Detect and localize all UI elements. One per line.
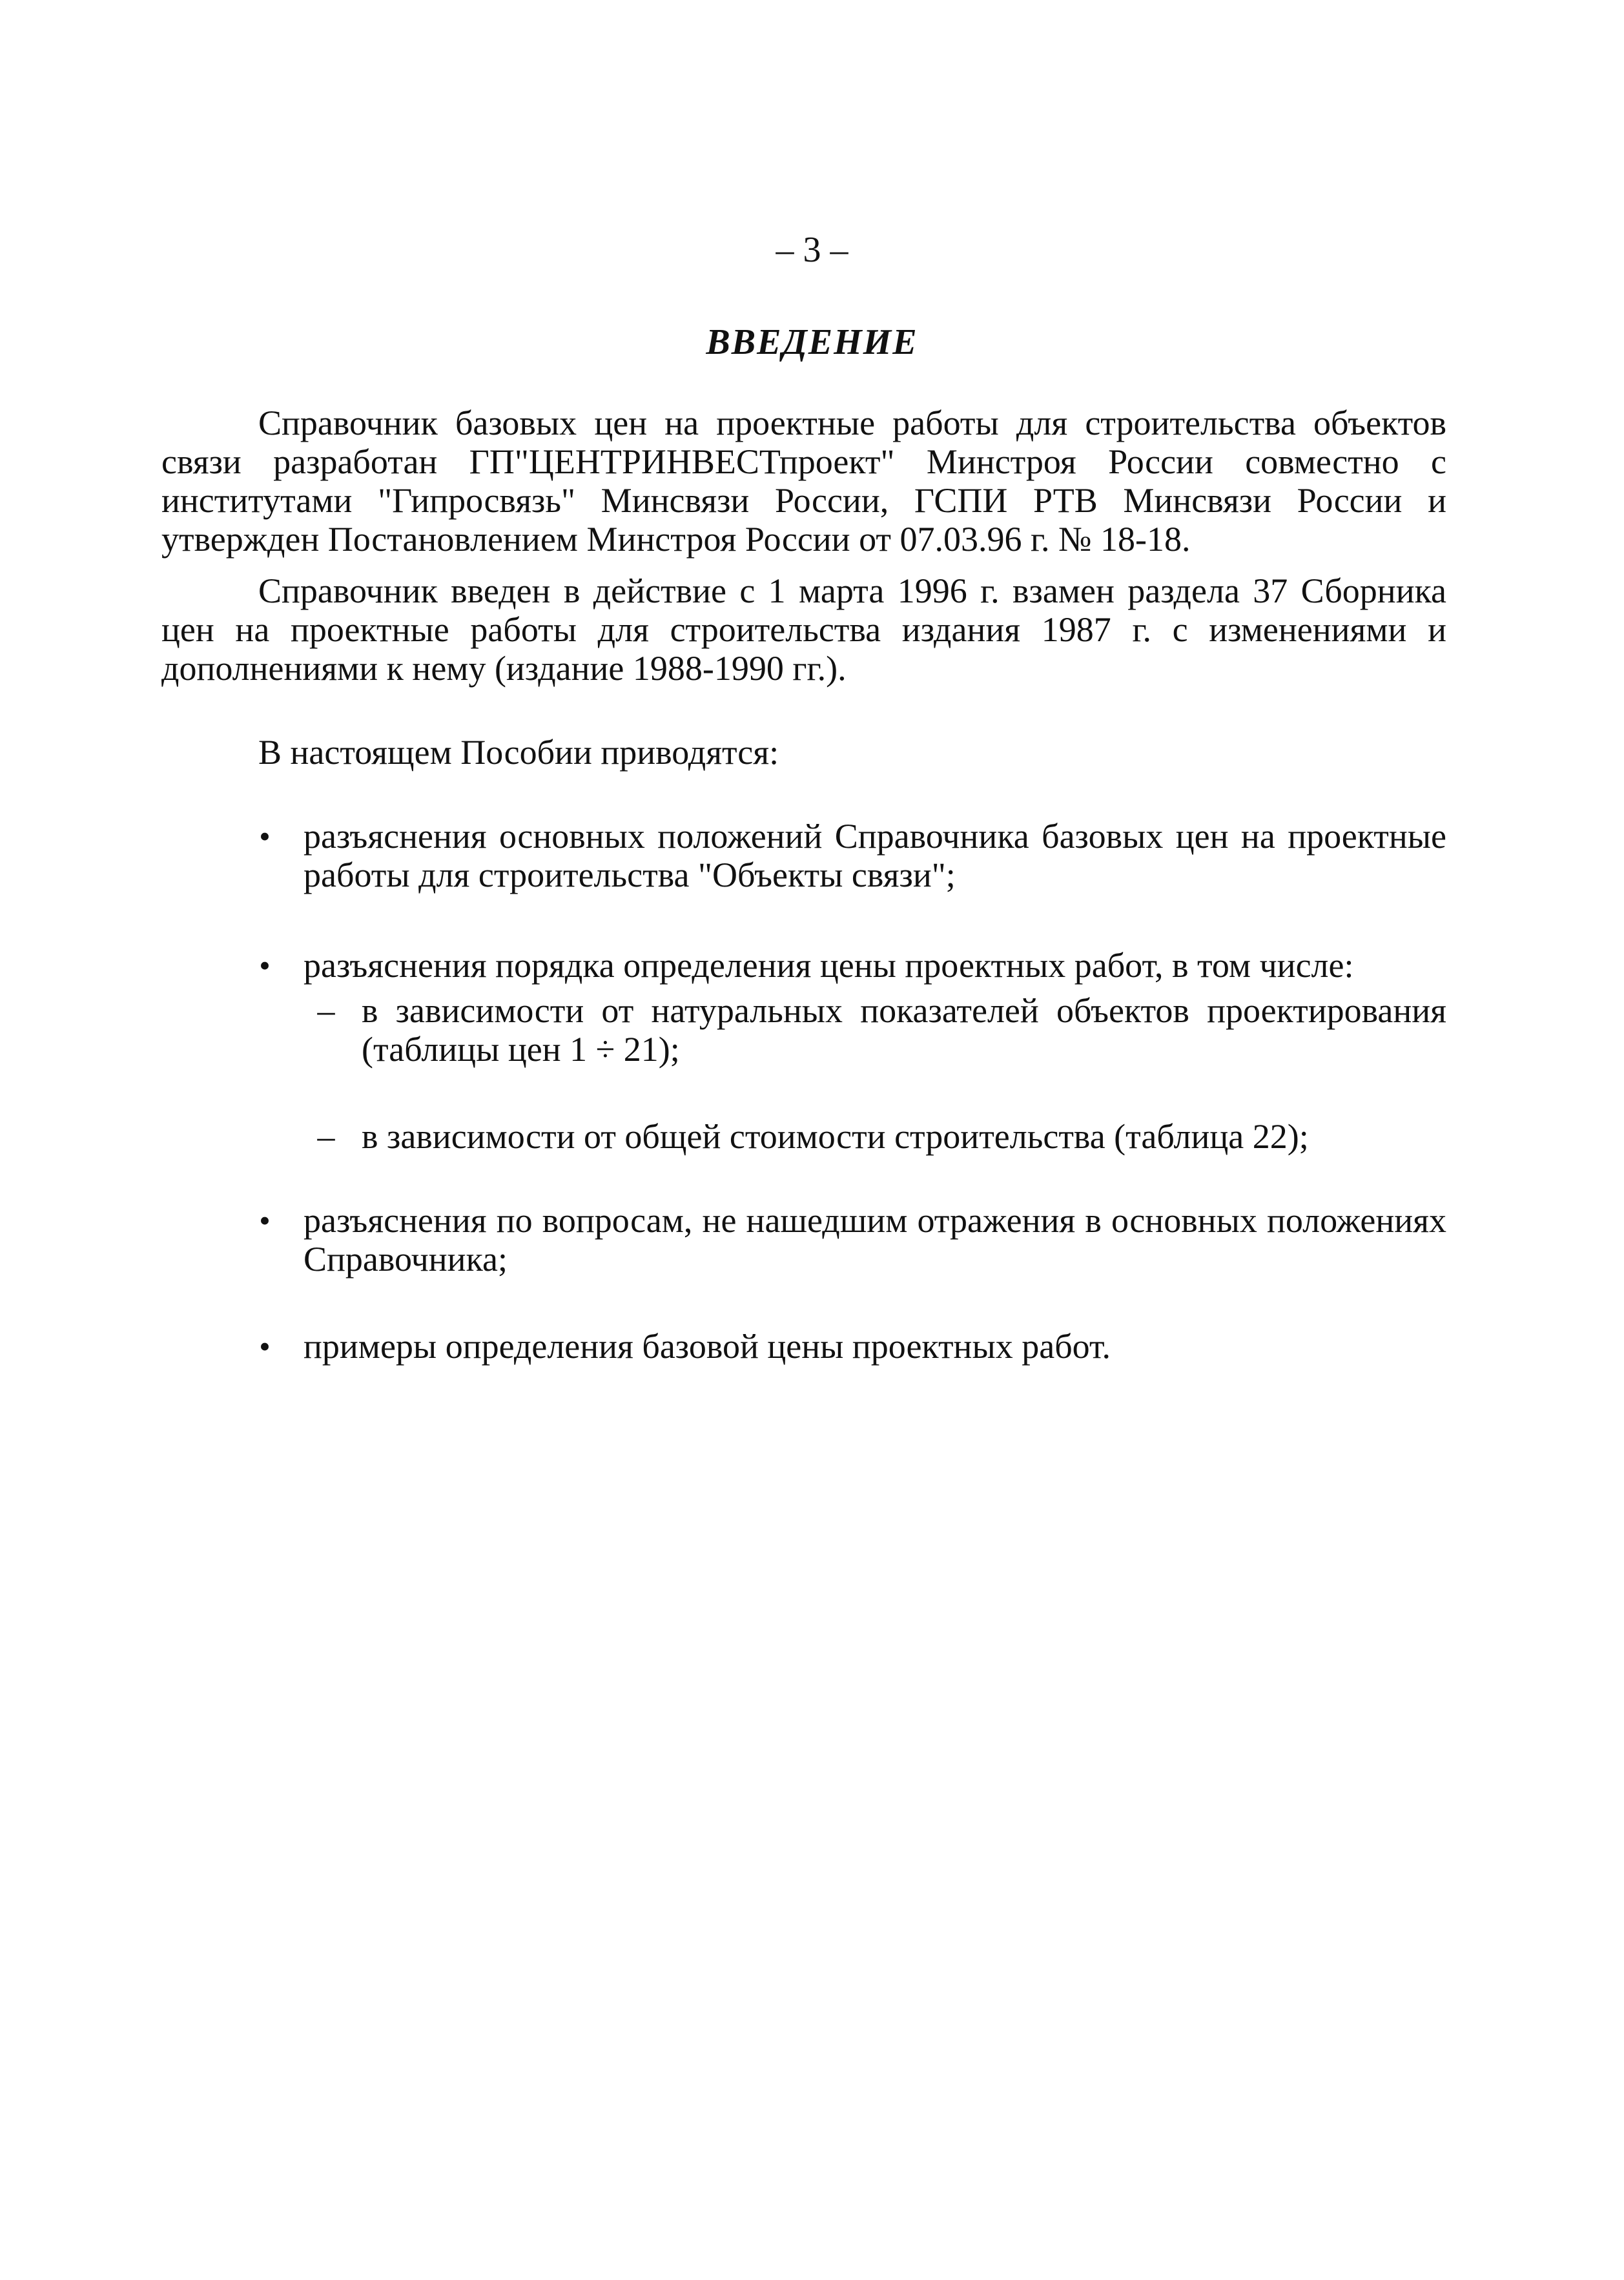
list-item bbox=[259, 1201, 1446, 1279]
bullet-icon: • bbox=[259, 818, 271, 854]
list-item-text: разъяснения по вопросам, не нашедшим отражения в основных положениях Справочника; bbox=[303, 1201, 1446, 1279]
paragraph-effective-date: Справочник введен в действие с 1 марта 1996 г. взамен раздела 37 Сборника цен на проектные работы для строительства издания 1987 г. с изменениями и дополнениями к нему (издание 1988-1990 гг.). bbox=[161, 571, 1446, 688]
bullet-icon: • bbox=[259, 1328, 271, 1364]
page-title: ВВЕДЕНИЕ bbox=[706, 322, 918, 362]
dash-icon: – bbox=[317, 991, 335, 1030]
list-item bbox=[259, 946, 1446, 985]
sub-list-item-text: в зависимости от общей стоимости строительства (таблица 22); bbox=[362, 1117, 1309, 1156]
paragraph-intro: Справочник базовых цен на проектные работы для строительства объектов связи разработан ГП"ЦЕНТРИНВЕСТпроект" Минстроя России совместно с институтами "Гипросвязь" Минсвязи России, ГСПИ РТВ Минсвязи России и утвержден Постановлением Минстроя России от 07.03.96 г. № 18-18. bbox=[161, 404, 1446, 559]
sub-list-item-text: в зависимости от натуральных показателей объектов проектирования (таблицы цен 1 ÷ 21); bbox=[362, 991, 1446, 1069]
list-item-text: разъяснения порядка определения цены проектных работ, в том числе: bbox=[303, 946, 1354, 985]
list-item-text: разъяснения основных положений Справочника базовых цен на проектные работы для строительства "Объекты связи"; bbox=[303, 817, 1446, 894]
paragraph-list-lead: В настоящем Пособии приводятся: bbox=[258, 733, 779, 772]
list-item bbox=[259, 1327, 1446, 1366]
page-number: – 3 – bbox=[776, 230, 848, 270]
bullet-icon: • bbox=[259, 947, 271, 983]
list-item bbox=[259, 817, 1446, 894]
dash-icon: – bbox=[317, 1117, 335, 1156]
bullet-icon: • bbox=[259, 1202, 271, 1238]
list-item-text: примеры определения базовой цены проектных работ. bbox=[303, 1327, 1111, 1366]
sub-list-item bbox=[317, 991, 1446, 1069]
sub-list-item bbox=[317, 1117, 1446, 1156]
